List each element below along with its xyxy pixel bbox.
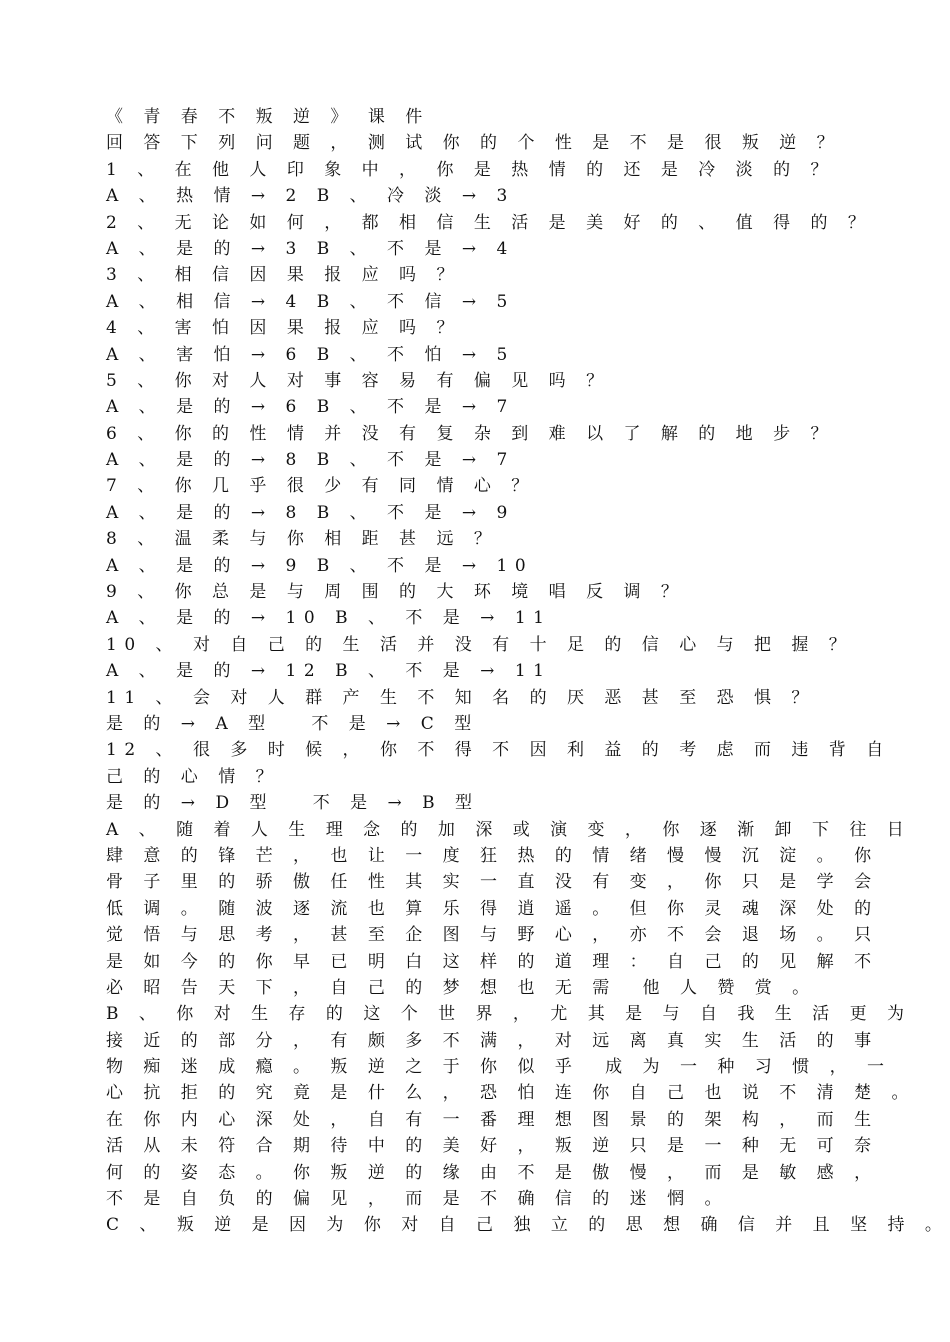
text-line: 接 近 的 部 分 ， 有 颇 多 不 满 ， 对 远 离 真 实 生 活 的 事: [106, 1030, 879, 1051]
text-line: A 、 相 信 → 4 B 、 不 信 → 5: [106, 291, 515, 312]
text-line: 何 的 姿 态 。 你 叛 逆 的 缘 由 不 是 傲 慢 ， 而 是 敏 感 ，: [106, 1162, 879, 1183]
document-page: [106, 104, 950, 1239]
text-line: 物 痴 迷 成 瘾 。 叛 逆 之 于 你 似 乎 成 为 一 种 习 惯 ， 一: [106, 1057, 892, 1078]
text-line: 是 的 → D 型 不 是 → B 型: [106, 793, 480, 814]
text-line: 3 、 相 信 因 果 报 应 吗 ？: [106, 265, 461, 286]
text-line: 在 你 内 心 深 处 ， 自 有 一 番 理 想 图 景 的 架 构 ， 而 生: [106, 1109, 879, 1130]
text-line: C 、 叛 逆 是 因 为 你 对 自 己 独 立 的 思 想 确 信 并 且 坚 持 。: [106, 1215, 950, 1236]
text-line: A 、 随 着 人 生 理 念 的 加 深 或 演 变 ， 你 逐 渐 卸 下 往 日: [106, 819, 912, 840]
text-line: A 、 是 的 → 12 B 、 不 是 → 11: [106, 661, 552, 682]
text-line: 8 、 温 柔 与 你 相 距 甚 远 ？: [106, 529, 499, 550]
text-line: A 、 是 的 → 9 B 、 不 是 → 10: [106, 555, 534, 576]
document-title: 《 青 春 不 叛 逆 》 课 件: [106, 107, 430, 127]
text-line: A 、 是 的 → 6 B 、 不 是 → 7: [106, 397, 515, 418]
document-body: [106, 130, 950, 1238]
text-line: 是 如 今 的 你 早 已 明 白 这 样 的 道 理 ： 自 己 的 见 解 不: [106, 951, 879, 972]
text-line: 觉 悟 与 思 考 ， 甚 至 企 图 与 野 心 ， 亦 不 会 退 场 。 只: [106, 925, 879, 946]
text-line: 5 、 你 对 人 对 事 容 易 有 偏 见 吗 ？: [106, 370, 611, 391]
text-line: 必 昭 告 天 下 ， 自 己 的 梦 想 也 无 需 他 人 赞 赏 。: [106, 977, 817, 998]
text-line: 是 的 → A 型 不 是 → C 型: [106, 713, 479, 734]
text-line: A 、 是 的 → 10 B 、 不 是 → 11: [106, 608, 552, 629]
text-line: 7 、 你 几 乎 很 少 有 同 情 心 ？: [106, 476, 536, 497]
text-line: 骨 子 里 的 骄 傲 任 性 其 实 一 直 没 有 变 ， 你 只 是 学 会: [106, 872, 879, 893]
text-line: 活 从 未 符 合 期 待 中 的 美 好 ， 叛 逆 只 是 一 种 无 可 奈: [106, 1136, 879, 1157]
text-line: A 、 是 的 → 8 B 、 不 是 → 7: [106, 450, 515, 471]
text-line: 心 抗 拒 的 究 竟 是 什 么 ， 恐 怕 连 你 自 己 也 说 不 清 楚 。: [106, 1083, 916, 1104]
text-line: 6 、 你 的 性 情 并 没 有 复 杂 到 难 以 了 解 的 地 步 ？: [106, 423, 835, 444]
text-line: 10 、 对 自 己 的 生 活 并 没 有 十 足 的 信 心 与 把 握 ？: [106, 634, 854, 655]
text-line: A 、 是 的 → 8 B 、 不 是 → 9: [106, 502, 515, 523]
text-line: 不 是 自 负 的 偏 见 ， 而 是 不 确 信 的 迷 惘 。: [106, 1189, 729, 1210]
text-line: 1 、 在 他 人 印 象 中 ， 你 是 热 情 的 还 是 冷 淡 的 ？: [106, 159, 835, 180]
text-line: B 、 你 对 生 存 的 这 个 世 界 ， 尤 其 是 与 自 我 生 活 更 为: [106, 1004, 912, 1025]
text-line: 低 调 。 随 波 逐 流 也 算 乐 得 逍 遥 。 但 你 灵 魂 深 处 的: [106, 898, 879, 919]
text-line: 回 答 下 列 问 题 ， 测 试 你 的 个 性 是 不 是 很 叛 逆 ？: [106, 133, 842, 154]
text-line: 12 、 很 多 时 候 ， 你 不 得 不 因 利 益 的 考 虑 而 违 背 自: [106, 740, 891, 761]
text-line: 4 、 害 怕 因 果 报 应 吗 ？: [106, 318, 461, 339]
text-line: 己 的 心 情 ？: [106, 766, 281, 787]
text-line: 9 、 你 总 是 与 周 围 的 大 环 境 唱 反 调 ？: [106, 582, 686, 603]
text-line: 2 、 无 论 如 何 ， 都 相 信 生 活 是 美 好 的 、 值 得 的 ？: [106, 212, 873, 233]
text-line: 11 、 会 对 人 群 产 生 不 知 名 的 厌 恶 甚 至 恐 惧 ？: [106, 687, 816, 708]
text-line: 肆 意 的 锋 芒 ， 也 让 一 度 狂 热 的 情 绪 慢 慢 沉 淀 。 你: [106, 845, 879, 866]
text-line: A 、 热 情 → 2 B 、 冷 淡 → 3: [106, 186, 515, 207]
text-line: A 、 是 的 → 3 B 、 不 是 → 4: [106, 238, 515, 259]
text-line: A 、 害 怕 → 6 B 、 不 怕 → 5: [106, 344, 515, 365]
